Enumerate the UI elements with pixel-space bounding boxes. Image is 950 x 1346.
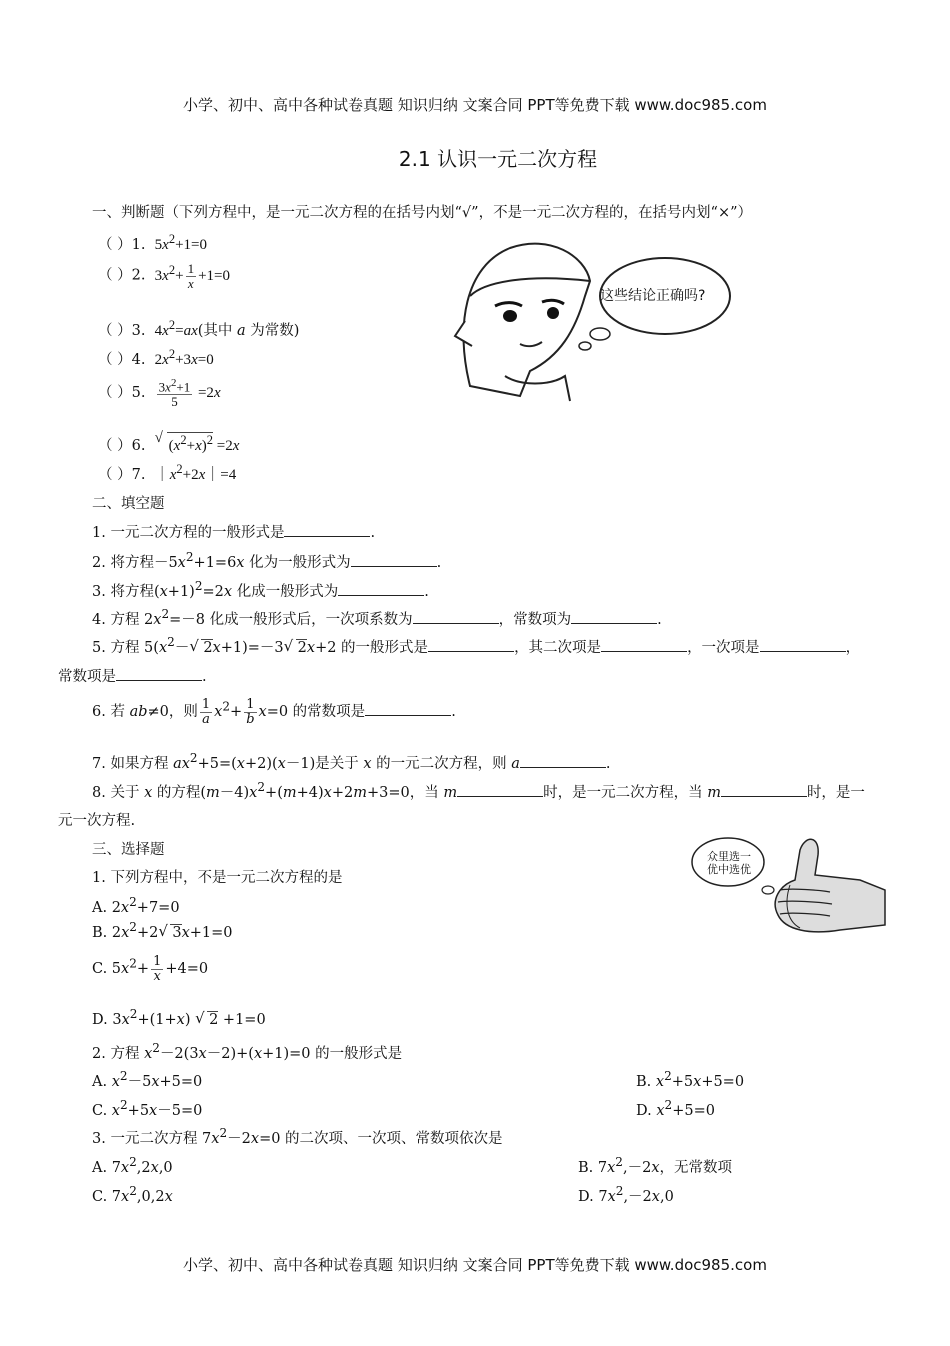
page-header: 小学、初中、高中各种试卷真题 知识归纳 文案合同 PPT等免费下载 www.doc985.com: [183, 96, 767, 114]
fill-item-4: 4. 方程 $2x^2=-8$ 化成一般形式后，一次项系数为 ，常数项为 .: [92, 607, 662, 628]
section2-heading: 二、填空题: [92, 496, 165, 512]
fill-item-5-cont: 常数项是 .: [58, 665, 207, 686]
fill-item-5: 5. 方程 $5(x^2-√$ 2x+1)=－3√ 2x+2 的一般形式是 ，其二次项是 ，一次项是 ，: [92, 635, 860, 657]
fill-item-8: 8. 关于 x 的方程$(m-4)x^2+(m+4)x+2m+3=0$，当 m 时，是一元二次方程，当 m 时，是一: [92, 780, 865, 801]
judge-item-6: （ ）6. √ $(x^2+x)^2 =2x$: [98, 432, 239, 455]
fill-item-1: 1. 一元二次方程的一般形式是 .: [92, 521, 375, 542]
thumbs-up-illustration: [690, 830, 890, 940]
judge-item-1: （ ）1. $5x^2+1=0$: [98, 232, 208, 253]
choice-q2-option-c: C. $x^2+5x-5=0$: [92, 1098, 203, 1119]
judge-item-2: （ ）2. $3x^2+$ $\frac{1}{x}$ +1=0: [98, 261, 230, 291]
thumb-bubble-text: 众里选一 优中选优: [707, 850, 751, 877]
choice-q2-option-d: D. $x^2+5=0$: [636, 1098, 715, 1119]
section3-heading: 三、选择题: [92, 842, 165, 858]
choice-q2-option-a: A. $x^2-5x+5=0$: [92, 1069, 203, 1090]
fill-item-8-cont: 元一次方程.: [58, 813, 136, 829]
choice-q1-stem: 1. 下列方程中，不是一元二次方程的是: [92, 870, 343, 886]
fill-item-2: 2. 将方程$-5x^2+1=6x$ 化为一般形式为 .: [92, 550, 442, 571]
choice-q3-option-a: A. $7x^2,2x,0$: [92, 1155, 173, 1176]
choice-q2-option-b: B. $x^2+5x+5=0$: [636, 1069, 745, 1090]
judge-item-7: （ ）7. $|x^2+2x|=4$: [98, 462, 237, 483]
choice-q1-option-a: A. $2x^2+7=0$: [92, 895, 180, 916]
page-title: 2.1 认识一元二次方程: [398, 147, 598, 171]
thought-bubble-text: 这些结论正确吗?: [600, 288, 706, 304]
choice-q3-option-c: C. $7x^2,0,2x$: [92, 1184, 173, 1205]
page-footer: 小学、初中、高中各种试卷真题 知识归纳 文案合同 PPT等免费下载 www.doc985.com: [183, 1256, 767, 1274]
judge-item-3: （ ）3. $4x^2=ax$(其中 a 为常数): [98, 318, 300, 339]
choice-q1-option-d: D. $3x^2+(1+x)$ √ 2 +1=0: [92, 1007, 266, 1028]
choice-q1-option-c: C. $5x^2+$ $\frac{1}{x}$ +4=0: [92, 954, 209, 984]
choice-q3-stem: 3. 一元二次方程 $7x^2-2x=0$ 的二次项、一次项、常数项依次是: [92, 1126, 503, 1147]
choice-q3-option-b: B. $7x^2,-2x$，无常数项: [578, 1155, 733, 1176]
judge-item-4: （ ）4. $2x^2+3x=0$: [98, 347, 214, 368]
section1-heading: 一、判断题（下列方程中，是一元二次方程的在括号内划“√”，不是一元二次方程的，在括号内划“×”）: [92, 205, 753, 221]
judge-item-5: （ ）5. $\frac{3x^2+1}{5}$ =2x: [98, 377, 221, 409]
choice-q3-option-d: D. $7x^2,-2x,0$: [578, 1184, 674, 1205]
choice-q2-stem: 2. 方程 $x^2-2(3x-2)+(x+1)=0$ 的一般形式是: [92, 1041, 403, 1062]
cartoon-boy-illustration: [450, 236, 750, 406]
fill-item-6: 6. 若 ab≠0，则 $\frac{1}{a}$ $x^2+$ $\frac{1}{b}$ x=0 的常数项是 .: [92, 697, 456, 727]
choice-q1-option-b: B. $2x^2+2√$ 3x+1=0: [92, 920, 233, 941]
fill-item-3: 3. 将方程$(x+1)^2=2x$ 化成一般形式为 .: [92, 579, 429, 600]
fill-item-7: 7. 如果方程 $ax^2+5=(x+2)(x-1)$是关于 x 的一元二次方程，则 a .: [92, 751, 611, 772]
